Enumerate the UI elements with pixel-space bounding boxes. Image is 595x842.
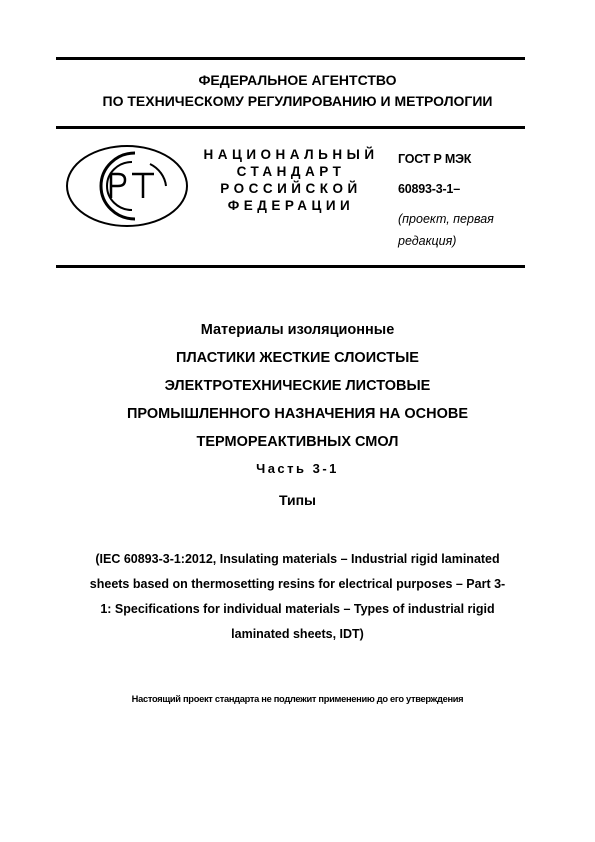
gost-logo-icon <box>62 140 192 232</box>
draft-notice: Настоящий проект стандарта не подлежит применению до его утверждения <box>131 694 464 704</box>
national-standard-label <box>192 146 390 214</box>
standard-type-line-3: РОССИЙСКОЙ <box>220 181 362 196</box>
bottom-rule <box>56 265 525 268</box>
main-title-line-1: ПЛАСТИКИ ЖЕСТКИЕ СЛОИСТЫЕ <box>176 350 419 366</box>
main-title-line-2: ЭЛЕКТРОТЕХНИЧЕСКИЕ ЛИСТОВЫЕ <box>164 378 431 394</box>
materials-heading: Материалы изоляционные <box>200 322 395 338</box>
iec-line-1: (IEC 60893-3-1:2012, Insulating materials – Industrial rigid laminated <box>95 552 500 566</box>
draft-edition-note <box>398 208 523 252</box>
standard-code-line-1: ГОСТ Р МЭК <box>398 152 472 166</box>
middle-rule <box>56 126 525 129</box>
top-rule <box>56 57 525 60</box>
main-title-line-3: ПРОМЫШЛЕННОГО НАЗНАЧЕНИЯ НА ОСНОВЕ <box>126 406 469 422</box>
standard-code-line-2: 60893-3-1– <box>398 182 460 196</box>
main-title <box>30 344 565 456</box>
agency-line-2: ПО ТЕХНИЧЕСКОМУ РЕГУЛИРОВАНИЮ И МЕТРОЛОГИИ <box>102 93 493 109</box>
iec-reference <box>60 547 535 647</box>
agency-header <box>40 70 555 112</box>
edition-line-2: редакция) <box>398 234 457 248</box>
main-title-line-4: ТЕРМОРЕАКТИВНЫХ СМОЛ <box>196 434 399 450</box>
edition-line-1: (проект, первая <box>398 212 494 226</box>
document-title <box>30 320 565 510</box>
part-subtitle: Типы <box>278 492 317 508</box>
standard-type-line-4: ФЕДЕРАЦИИ <box>227 198 355 213</box>
iec-line-4: laminated sheets, IDT) <box>231 627 364 641</box>
agency-line-1: ФЕДЕРАЛЬНОЕ АГЕНТСТВО <box>198 72 397 88</box>
iec-line-2: sheets based on thermosetting resins for electrical purposes – Part 3- <box>89 577 506 591</box>
standard-type-line-2: СТАНДАРТ <box>236 164 346 179</box>
standard-designation <box>398 149 523 252</box>
iec-line-3: 1: Specifications for individual materials – Types of industrial rigid <box>100 602 495 616</box>
part-number: Часть 3-1 <box>256 461 339 476</box>
standard-type-line-1: НАЦИОНАЛЬНЫЙ <box>203 147 379 162</box>
